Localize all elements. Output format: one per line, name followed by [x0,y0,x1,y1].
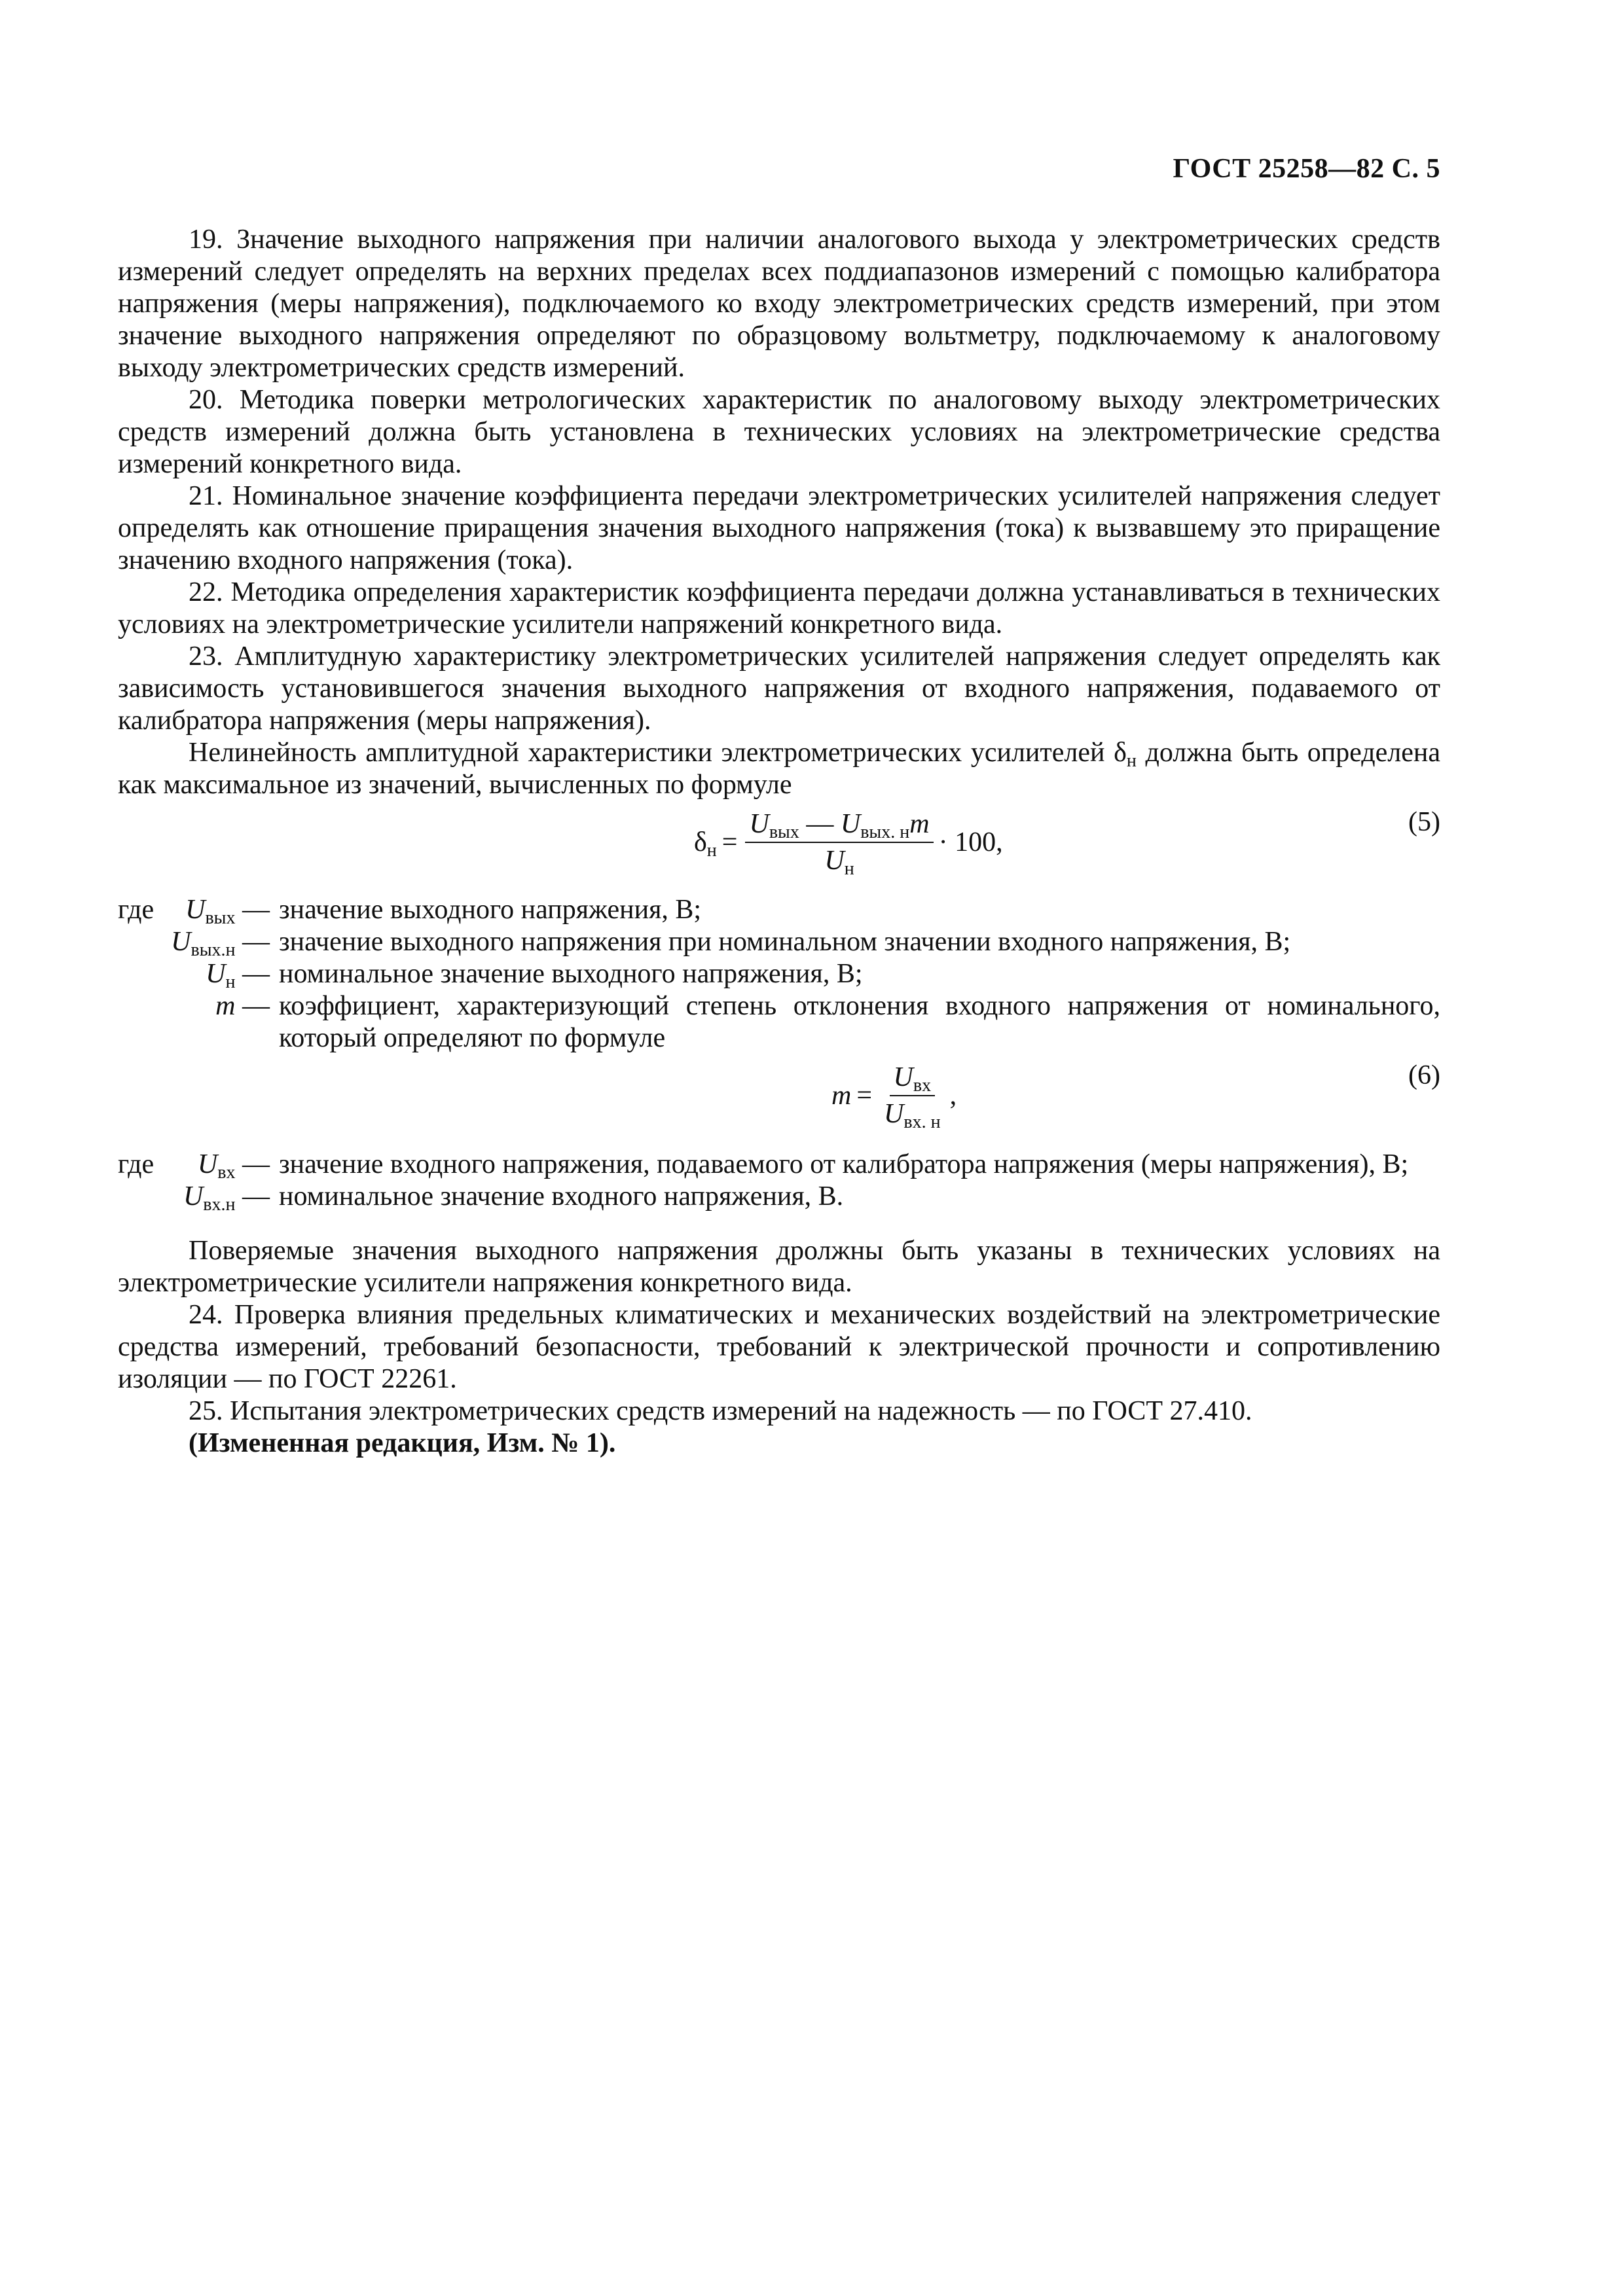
paragraph-nonlinearity [118,737,1440,801]
where-symbol: где $U_{вых}$ — [118,895,270,928]
formula-5-tail: · 100, [938,827,1003,857]
paragraph-24: 24. Проверка влияния предельных климатических и механических воздействий на электрометрические средства измерений, требований безопасности, требований к электрической прочности и сопротивлению изоляции — по ГОСТ 22261. [118,1300,1440,1394]
where-list-2 [118,1149,1440,1213]
formula-6-denominator: $U_{вх. н}$ [884,1099,941,1132]
formula-5-numerator: $U_{вых}$ — $U_{вых. н}m$ [745,806,933,843]
where-row [118,1181,1440,1213]
formula-6 [118,1060,1440,1142]
formula-5-denominator: $U_н$ [824,846,854,879]
formula-6-lhs: m [831,1080,852,1111]
nonlinearity-subscript: н [1126,751,1137,771]
formula-6-numerator: $U_{вх}$ [890,1060,936,1096]
where-row [118,958,1440,990]
where-list-1 [118,894,1440,1054]
where-symbol: где $U_{вх}$ — [118,1149,270,1183]
where-description: значение входного напряжения, подаваемого от калибратора напряжения (меры напряжения), В; [279,1149,1409,1179]
paragraph-25: 25. Испытания электрометрических средств измерений на надежность — по ГОСТ 27.410. [189,1396,1252,1426]
formula-6-equals: = [856,1080,873,1111]
formula-6-tail: , [949,1080,957,1111]
where-row [118,990,1440,1054]
paragraph-23: 23. Амплитудную характеристику электрометрических усилителей напряжения следует определять как зависимость установившегося значения выходного напряжения от входного напряжения, подаваемого от калибратора напряжения (меры напряжения). [118,641,1440,736]
paragraph-22: 22. Методика определения характеристик коэффициента передачи должна устанавливаться в технических условиях на электрометрические усилители напряжений конкретного вида. [118,577,1440,639]
formula-6-expression [831,1060,957,1132]
formula-5-expression [694,806,1003,878]
formula-5-number: (5) [1408,807,1440,837]
where-description: значение выходного напряжения при номинальном значении входного напряжения, В; [279,927,1291,957]
formula-5-lhs: $\delta_н$ [694,827,717,861]
where-symbol: $U_{вх.н}$ — [183,1181,270,1215]
amendment-note: (Измененная редакция, Изм. № 1). [189,1428,616,1458]
where-description: коэффициент, характеризующий степень отклонения входного напряжения от номинального, который определяют по формуле [279,991,1440,1053]
where-row [118,926,1440,958]
where-description: номинальное значение входного напряжения, В. [279,1181,844,1211]
where-row [118,1149,1440,1181]
document-body [118,224,1440,1460]
paragraph-20: 20. Методика поверки метрологических характеристик по аналоговому выходу электрометрических средств измерений должна быть установлена в технических условиях на электрометрические средства измерений конкретного вида. [118,385,1440,479]
formula-5-fraction [745,806,933,878]
formula-5-equals: = [721,827,738,857]
paragraph-21: 21. Номинальное значение коэффициента передачи электрометрических усилителей напряжения следует определять как отношение приращения значения выходного напряжения (тока) к вызвавшему это приращение значению входного напряжения (тока). [118,481,1440,575]
formula-6-number: (6) [1408,1060,1440,1090]
where-row [118,894,1440,926]
paragraph-verified-values: Поверяемые значения выходного напряжения дролжны быть указаны в технических условиях на электрометрические усилители напряжения конкретного вида. [118,1236,1440,1298]
where-symbol: $U_{вых.н}$ — [171,927,270,960]
formula-6-fraction [880,1060,945,1132]
where-description: номинальное значение выходного напряжения, В; [279,959,863,989]
paragraph-19: 19. Значение выходного напряжения при наличии аналогового выхода у электрометрических средств измерений следует определять на верхних пределах всех поддиапазонов измерений с помощью калибратора напряжения (меры напряжения), подключаемого ко входу электрометрических средств измерений, при этом значение выходного напряжения определяют по образцовому вольтметру, подключаемому к аналоговому выходу электрометрических средств измерений. [118,224,1440,383]
nonlinearity-text-end: должна быть определена как максимальное из значений, вычисленных по формуле [118,738,1441,800]
nonlinearity-text-start: Нелинейность амплитудной характеристики электрометрических усилителей δ [189,738,1127,768]
where-description: значение выходного напряжения, В; [279,895,702,925]
where-symbol: m — [215,991,270,1021]
formula-5 [118,806,1440,888]
page-header: ГОСТ 25258—82 С. 5 [1173,154,1440,184]
where-symbol: $U_н$ — [206,959,270,992]
